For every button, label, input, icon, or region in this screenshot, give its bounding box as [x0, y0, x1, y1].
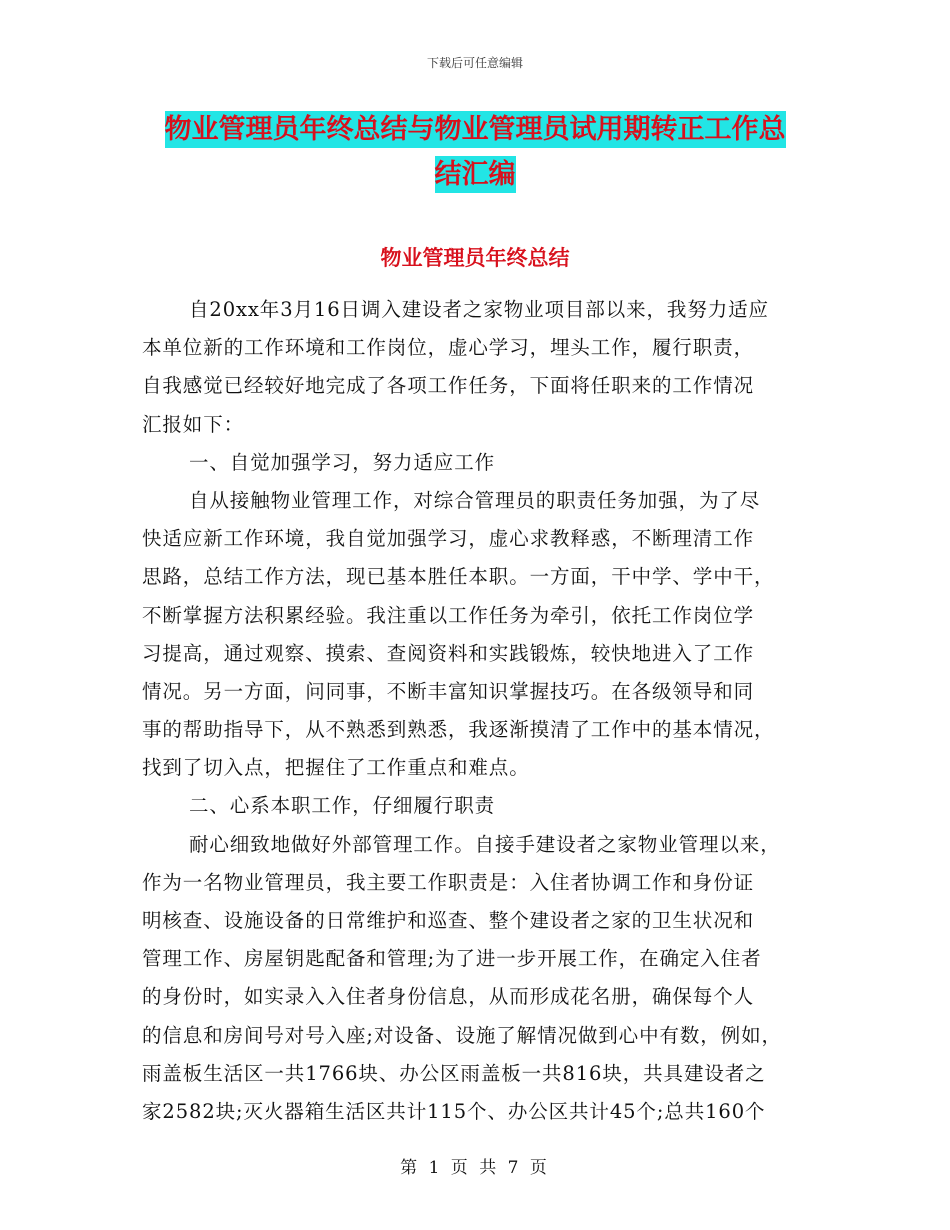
paragraph-line: 家2582块;灭火器箱生活区共计115个、办公区共计45个;总共160个	[142, 1099, 766, 1123]
paragraph-line: 自20xx年3月16日调入建设者之家物业项目部以来，我努力适应	[189, 298, 769, 321]
paragraph-line: 汇报如下：	[142, 412, 245, 436]
document-title-text-2: 结汇编	[435, 156, 516, 193]
paragraph-line: 快适应新工作环境，我自觉加强学习，虚心求教释惑，不断理清工作	[142, 527, 755, 551]
paragraph-line: 作为一名物业管理员，我主要工作职责是：入住者协调工作和身份证	[142, 870, 755, 894]
paragraph-line: 管理工作、房屋钥匙配备和管理;为了进一步开展工作，在确定入住者	[142, 947, 762, 971]
paragraph-line: 本单位新的工作环境和工作岗位，虚心学习，埋头工作，履行职责，	[142, 336, 755, 360]
document-title-line-2	[150, 151, 800, 199]
header-note: 下载后可任意编辑	[426, 56, 523, 70]
paragraph-line: 事的帮助指导下，从不熟悉到熟悉，我逐渐摸清了工作中的基本情况，	[142, 718, 775, 742]
paragraph-line: 不断掌握方法积累经验。我注重以工作任务为牵引，依托工作岗位学	[142, 603, 755, 627]
paragraph-line: 的身份时，如实录入入住者身份信息，从而形成花名册，确保每个人	[142, 985, 755, 1009]
paragraph-line: 找到了切入点，把握住了工作重点和难点。	[142, 756, 530, 780]
paragraph-line: 习提高，通过观察、摸索、查阅资料和实践锻炼，较快地进入了工作	[142, 641, 755, 665]
paragraph-line: 自我感觉已经较好地完成了各项工作任务，下面将任职来的工作情况	[142, 374, 755, 398]
paragraph-line: 自从接触物业管理工作，对综合管理员的职责任务加强，为了尽	[189, 488, 761, 512]
body-text	[142, 291, 832, 1131]
heading-line: 一、自觉加强学习，努力适应工作	[189, 450, 496, 474]
paragraph-line: 耐心细致地做好外部管理工作。自接手建设者之家物业管理以来，	[189, 832, 781, 856]
paragraph-line: 的信息和房间号对号入座;对设备、设施了解情况做到心中有数，例如，	[142, 1023, 782, 1047]
section-title: 物业管理员年终总结	[380, 246, 570, 270]
heading-line: 二、心系本职工作，仔细履行职责	[189, 794, 496, 818]
document-title-line-1	[150, 106, 800, 154]
paragraph-line: 明核查、设施设备的日常维护和巡查、整个建设者之家的卫生状况和	[142, 909, 755, 932]
paragraph-line: 情况。另一方面，问同事，不断丰富知识掌握技巧。在各级领导和同	[142, 679, 755, 703]
paragraph-line: 思路，总结工作方法，现已基本胜任本职。一方面，干中学、学中干，	[142, 565, 775, 589]
paragraph-line: 雨盖板生活区一共1766块、办公区雨盖板一共816块，共具建设者之	[142, 1061, 766, 1085]
page-footer: 第 1 页 共 7 页	[400, 1158, 550, 1178]
document-title-text-1: 物业管理员年终总结与物业管理员试用期转正工作总	[165, 111, 786, 148]
